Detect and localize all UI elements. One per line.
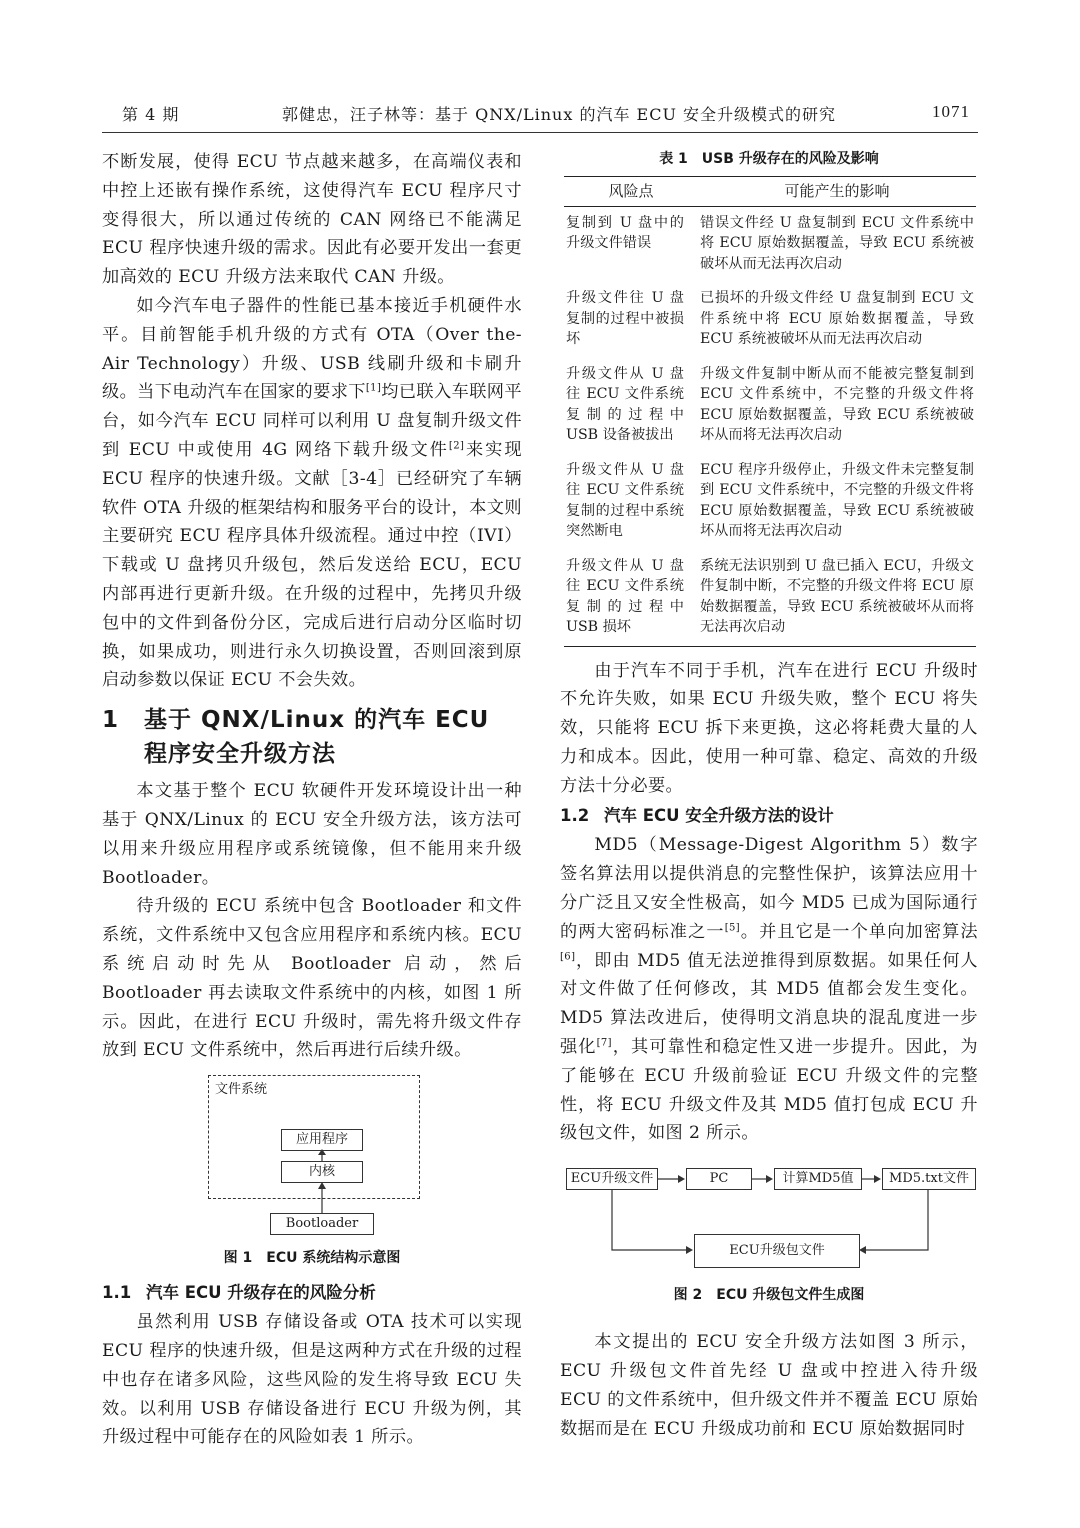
impact-cell: 错误文件经 U 盘复制到 ECU 文件系统中将 ECU 原始数据覆盖，导致 ECU 系统被破坏从而无法再次启动: [700, 214, 974, 272]
paragraph-risk-analysis: 虽然利用 USB 存储设备或 OTA 技术可以实现 ECU 程序的快速升级，但是这两种方式在升级的过程中也存在诸多风险，这些风险的发生将导致 ECU 失效。以利用 USB 存储设备进行 ECU 升级为例，其升级过程中可能存在的风险如表 1 所示。: [102, 1312, 522, 1448]
citation-2[interactable]: [2]: [448, 440, 465, 452]
citation-7[interactable]: [7]: [596, 1037, 612, 1049]
citation-6[interactable]: [6]: [560, 950, 576, 962]
citation-1[interactable]: [1]: [365, 382, 382, 394]
running-header: [102, 98, 978, 133]
table-row: [564, 206, 976, 282]
figure-2: [560, 1162, 978, 1304]
table-row: [564, 282, 976, 358]
risk-table: [564, 176, 976, 647]
impact-cell: 系统无法识别到 U 盘已插入 ECU，升级文件复制中断，不完整的升级文件将 ECU 原始数据覆盖，导致 ECU 系统被破坏从而将无法再次启动: [698, 550, 976, 647]
md5-txt-box: MD5.txt文件: [882, 1168, 976, 1190]
impact-cell: ECU 程序升级停止，升级文件未完整复制到 ECU 文件系统中，不完整的升级文件将 ECU 原始数据覆盖，导致 ECU 系统被破坏从而将无法再次启动: [700, 461, 974, 539]
right-column: [560, 148, 978, 1443]
table-header-row: [564, 177, 976, 207]
impact-cell: 升级文件复制中断从而不能被完整复制到 ECU 文件系统中，不完整的升级文件将 ECU 原始数据覆盖，导致 ECU 系统被破坏从而将无法再次启动: [700, 365, 974, 443]
arrowhead-kernel: [318, 1182, 326, 1189]
section-number: 1: [102, 707, 120, 734]
pc-box: PC: [686, 1168, 752, 1190]
file-system-label: 文件系统: [215, 1082, 268, 1098]
paragraph-failure-cost: 由于汽车不同于手机，汽车在进行 ECU 升级时不允许失败，如果 ECU 升级失败，整个 ECU 将失效，只能将 ECU 拆下来更换，这必将耗费大量的人力和成本。因此，使用一种可靠、稳定、高效的升级方法十分必要。: [560, 660, 978, 796]
table-row: [564, 358, 976, 454]
section-1-heading: [102, 703, 522, 771]
table-header-risk: 风险点: [564, 177, 698, 207]
section-1-1-heading: 1.1 汽车 ECU 升级存在的风险分析: [102, 1283, 376, 1303]
table-row: [564, 454, 976, 550]
paragraph-smartphone-upgrade: 如今汽车电子器件的性能已基本接近手机硬件水平。目前智能手机升级的方式有 OTA（Over the-Air Technology）升级、USB 线刷升级和卡刷升级。当下电动汽车在国家的要求下[1]均已联入车联网平台，如今汽车 ECU 同样可以利用 U 盘复制升级文件到 ECU 中或使用 4G 网络下载升级文件[2]来实现 ECU 程序的快速升级。文献［3-4］已经研究了车辆软件 OTA 升级的框架结构和服务平台的设计，本文则主要研究 ECU 程序具体升级流程。通过中控（IVI）下载或 U 盘拷贝升级包，然后发送给 ECU，ECU 内部再进行更新升级。在升级的过程中，先拷贝升级包中的文件到备份分区，完成后进行启动分区临时切换，如果成功，则进行永久切换设置，否则回滚到原启动参数以保证 ECU 不会失效。: [102, 295, 522, 691]
impact-cell: 已损坏的升级文件经 U 盘复制到 ECU 文件系统中将 ECU 原始数据覆盖，导致 ECU 系统被破坏从而无法再次启动: [700, 290, 974, 347]
arrowhead-app: [318, 1149, 326, 1155]
table-row: [564, 550, 976, 647]
table-1-caption: 表 1 USB 升级存在的风险及影响: [659, 151, 879, 167]
kernel-box: 内核: [281, 1161, 363, 1183]
section-1-2-heading: 1.2 汽车 ECU 安全升级方法的设计: [560, 806, 834, 826]
risk-cell: 升级文件往 U 盘复制的过程中被损坏: [566, 290, 684, 347]
table-header-impact: 可能产生的影响: [698, 177, 976, 207]
risk-cell: 升级文件从 U 盘往 ECU 文件系统复制的过程中系统突然断电: [566, 461, 684, 539]
paragraph-method-intro: 本文基于整个 ECU 软硬件开发环境设计出一种基于 QNX/Linux 的 ECU 安全升级方法，该方法可以用来升级应用程序或系统镜像，但不能用来升级 Bootloader。: [102, 781, 522, 888]
section-title: 基于 QNX/Linux 的汽车 ECU 程序安全升级方法: [144, 707, 490, 768]
upgrade-package-box: ECU升级包文件: [694, 1234, 860, 1268]
citation-5[interactable]: [5]: [724, 922, 741, 934]
page-number: 1071: [932, 102, 970, 121]
app-program-box: 应用程序: [281, 1129, 363, 1151]
issue-label: 第 4 期: [122, 105, 180, 124]
figure-2-caption: 图 2 ECU 升级包文件生成图: [673, 1287, 865, 1304]
paragraph-continued: 不断发展，使得 ECU 节点越来越多，在高端仪表和中控上还嵌有操作系统，这使得汽车 ECU 程序尺寸变得很大，所以通过传统的 CAN 网络已不能满足 ECU 程序快速升级的需求。因此有必要开发出一套更加高效的 ECU 升级方法来取代 CAN 升级。: [102, 152, 522, 288]
left-column: [102, 148, 522, 1452]
bootloader-box: Bootloader: [270, 1213, 374, 1235]
paragraph-system-structure: 待升级的 ECU 系统中包含 Bootloader 和文件系统，文件系统中又包含应用程序和系统内核。ECU 系统启动时先从 Bootloader 启动，然后 Bootloader 再去读取文件系统中的内核，如图 1 所示。因此，在进行 ECU 升级时，需先将升级文件存放到 ECU 文件系统中，然后再进行后续升级。: [102, 896, 522, 1061]
risk-cell: 复制到 U 盘中的升级文件错误: [566, 214, 684, 251]
risk-cell: 升级文件从 U 盘往 ECU 文件系统复制的过程中 USB 设备被拔出: [566, 365, 684, 443]
risk-cell: 升级文件从 U 盘往 ECU 文件系统复制的过程中 USB 损坏: [564, 550, 698, 647]
paragraph-safe-upgrade: 本文提出的 ECU 安全升级方法如图 3 所示，ECU 升级包文件首先经 U 盘或中控进入待升级 ECU 的文件系统中，但升级文件并不覆盖 ECU 原始数据而是在 ECU 升级成功前和 ECU 原始数据同时: [560, 1332, 978, 1439]
figure-1-arrows: [102, 1075, 522, 1225]
paragraph-md5: MD5（Message-Digest Algorithm 5）数字签名算法用以提供消息的完整性保护，该算法应用十分广泛且又安全性极高，如今 MD5 已成为国际通行的两大密码标准之一[5]。并且它是一个单向加密算法[6]，即由 MD5 值无法逆推得到原数据。如果任何人对文件做了任何修改，其 MD5 值都会发生变化。MD5 算法改进后，使得明文消息块的混乱度进一步强化[7]，其可靠性和稳定性又进一步提升。因此，为了能够在 ECU 升级前验证 ECU 升级文件的完整性，将 ECU 升级文件及其 MD5 值打包成 ECU 升级包文件，如图 2 所示。: [560, 835, 979, 1144]
calc-md5-box: 计算MD5值: [774, 1168, 862, 1190]
figure-1-caption: 图 1 ECU 系统结构示意图: [223, 1250, 401, 1267]
ecu-file-box: ECU升级文件: [566, 1168, 658, 1190]
running-title: 郭健忠，汪子林等：基于 QNX/Linux 的汽车 ECU 安全升级模式的研究: [282, 105, 837, 124]
figure-1: [102, 1075, 522, 1267]
